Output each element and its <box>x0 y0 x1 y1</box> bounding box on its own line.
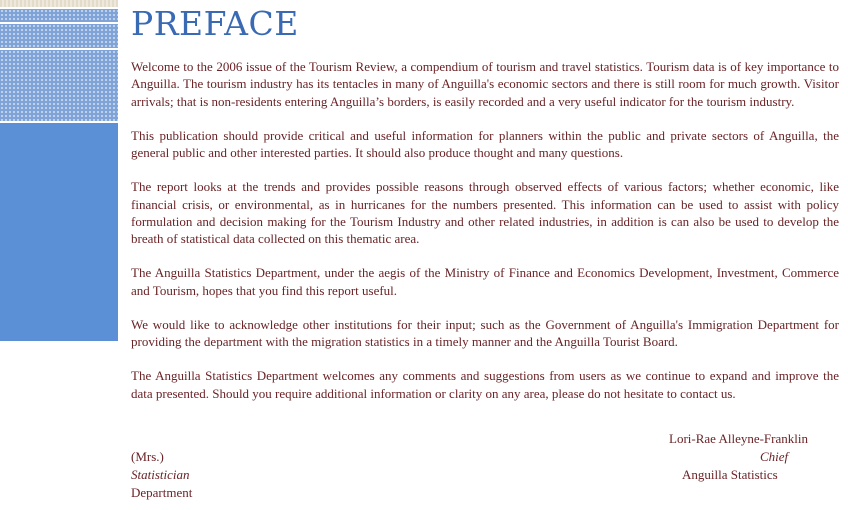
decorative-band-dotted-1 <box>0 9 118 22</box>
paragraph-welcome: Welcome to the 2006 issue of the Tourism Review, a compendium of tourism and travel statistics. Tourism data is of key importance to Anguilla. The tourism industry has its tentacles in many of Anguilla's economic sectors and there is still room for much growth. Visitor arrivals; that is non-residents entering Anguilla’s borders, is easily recorded and a very useful indicator for the tourism industry. <box>131 59 839 109</box>
signature-org: Anguilla Statistics <box>682 467 778 482</box>
decorative-band-top <box>0 0 118 7</box>
paragraph-feedback: The Anguilla Statistics Department welcomes any comments and suggestions from users as we continue to expand and improve the data presented. Should you require additional information or clarity on any area, please do not hesitate to contact us. <box>131 368 839 401</box>
signature-title-statistician: Statistician <box>131 467 190 482</box>
signature-title-chief: Chief <box>760 449 789 464</box>
paragraph-report: The report looks at the trends and provides possible reasons through observed effects of various factors; whether economic, like financial crisis, or environmental, as in hurricanes for the numbers presented. This information can be used to assist with policy formulation and decision making for the Tourism Industry and other related industries, in addition is can also be used to develop the breath of statistical data collected on this thematic area. <box>131 179 839 247</box>
paragraph-publication: This publication should provide critical and useful information for planners within the public and private sectors of Anguilla, the general public and other interested parties. It should also produce thought and many questions. <box>131 127 839 161</box>
page-title: PREFACE <box>131 4 299 43</box>
signature-org-department: Department <box>131 485 193 500</box>
decorative-band-dotted-3 <box>0 50 118 121</box>
signature-name: Lori-Rae Alleyne-Franklin <box>669 431 808 446</box>
decorative-band-dotted-2 <box>0 24 118 48</box>
paragraph-department: The Anguilla Statistics Department, under the aegis of the Ministry of Finance and Economics Development, Investment, Commerce and Tourism, hopes that you find this report useful. <box>131 265 839 298</box>
signature-honorific: (Mrs.) <box>131 449 164 464</box>
preface-body <box>131 58 839 419</box>
decorative-band-solid <box>0 123 118 341</box>
paragraph-acknowledgement: We would like to acknowledge other institutions for their input; such as the Government of Anguilla's Immigration Department for providing the department with the migration statistics in a timely manner and the Anguilla Tourist Board. <box>131 316 839 350</box>
